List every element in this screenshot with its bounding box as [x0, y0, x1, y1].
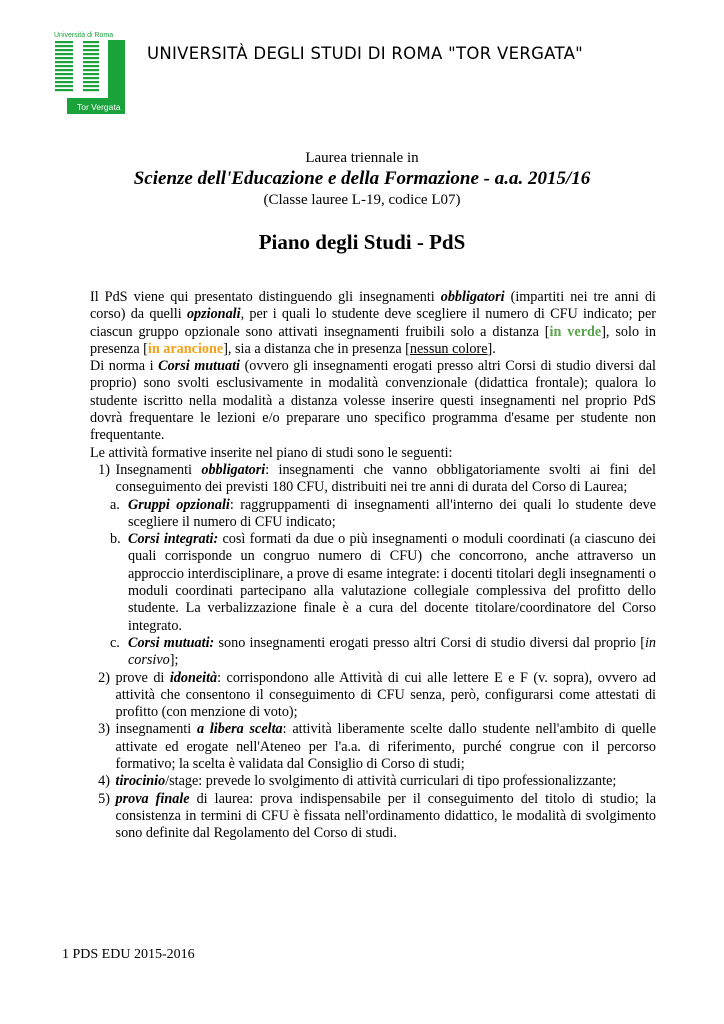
university-logo [53, 30, 127, 114]
sub-item [110, 635, 656, 670]
emph: Corsi mutuati: [128, 634, 215, 651]
university-name: UNIVERSITÀ DEGLI STUDI DI ROMA "TOR VERGATA" [147, 44, 584, 63]
logo-bottom-text: Tor Vergata [77, 102, 121, 112]
text: ]; [169, 652, 179, 669]
emph-opzionali: opzionali [186, 306, 241, 323]
list-item [90, 773, 656, 790]
emph: a libera scelta [196, 721, 283, 738]
text: : attività liberamente scelte dallo studente nell'ambito di quelle attivate ed erogate nell'Ateneo per l'a.a. di riferimento, purché congrue con il percorso formativo; la scelta è validata dal Consiglio di Corso di studi; [115, 721, 657, 773]
text: : raggruppamenti di insegnamenti all'interno dei quali lo studente deve scegliere il numero di CFU indicato; [128, 496, 656, 530]
page-title: Piano degli Studi - PdS [258, 230, 466, 254]
emph: idoneità [169, 669, 218, 686]
list-item [90, 791, 656, 843]
emph: Gruppi opzionali [128, 496, 230, 513]
legend-green: in verde [549, 323, 602, 340]
logo-top-text: Università di Roma [54, 32, 114, 39]
text: : corrispondono alle Attività di cui alle lettere E e F (v. sopra), ovvero ad attività che consentono il conseguimento di CFU senza, però, configurarsi come attestati di profitto (con menzione di voto); [115, 669, 656, 721]
item-number: 3) [98, 721, 110, 738]
text: ], sia a distanza che in presenza [ [223, 340, 410, 357]
text: di laurea: prova indispensabile per il conseguimento del titolo di studio; la consistenza in termini di CFU è fissata nell'ordinamento didattico, le modalità di svolgimento sono definite dal Regolamento del Corso di studi. [115, 790, 656, 842]
sub-item [110, 497, 656, 532]
text: insegnamenti [115, 721, 197, 738]
emph: prova finale [115, 790, 190, 807]
item-number: 1) [98, 461, 110, 478]
text: così formati da due o più insegnamenti o moduli coordinati (a ciascuno dei quali corrisponde un congruo numero di CFU) che concorrono, anche attraverso un approccio interdisciplinare, a prove di esame integrate: i docenti titolari degli insegnamenti o moduli coordinati partecipano alla valutazione collegiale complessiva del profitto dello studente. La verbalizzazione finale è a cura del docente titolare/coordinatore del Corso integrato. [128, 531, 656, 634]
item-letter: c. [110, 634, 120, 651]
list-item [90, 721, 656, 773]
text: : insegnamenti che vanno obbligatoriamente svolti ai fini del conseguimento dei previsti 180 CFU, distribuiti nei tre anni di durata del Corso di Laurea; [115, 461, 656, 496]
item-number: 4) [98, 773, 110, 790]
legend-orange: in arancione [147, 340, 224, 357]
degree-title: Scienze dell'Educazione e della Formazione - a.a. 2015/16 [133, 168, 591, 189]
mutuati-paragraph [90, 358, 656, 444]
text: sono insegnamenti erogati presso altri Corsi di studio diversi dal proprio [ [214, 634, 645, 651]
emph: obbligatori [201, 461, 266, 478]
text: /stage: prevede lo svolgimento di attività curriculari di tipo professionalizzante; [165, 773, 617, 790]
emph: tirocinio [115, 773, 166, 790]
item-number: 5) [98, 790, 110, 807]
intro-paragraph [90, 289, 656, 358]
emph-obbligatori: obbligatori [440, 289, 505, 305]
list-item [90, 670, 656, 722]
text: Il PdS viene qui presentato distinguendo gli insegnamenti [90, 289, 441, 305]
page-footer: 1 PDS EDU 2015-2016 [62, 947, 195, 962]
document-body [90, 289, 656, 843]
text: Di norma i [90, 358, 159, 375]
item-number: 2) [98, 669, 110, 686]
text: , per i quali lo studente deve scegliere il numero di CFU indicato; per ciascun gruppo opzionale sono attivati insegnamenti fruibili solo a distanza [ [90, 306, 656, 340]
degree-class: (Classe lauree L-19, codice L07) [263, 192, 461, 208]
list-item [90, 462, 656, 670]
degree-label: Laurea triennale in [305, 150, 419, 166]
text: ]. [487, 340, 496, 357]
item-letter: a. [110, 496, 120, 513]
item-letter: b. [110, 531, 121, 548]
text: prove di [115, 669, 170, 686]
emph: Corsi integrati: [128, 531, 219, 548]
activities-list [90, 462, 656, 843]
text: Insegnamenti [115, 461, 202, 478]
list-intro: Le attività formative inserite nel piano di studi sono le seguenti: [90, 444, 453, 461]
emph-corsi-mutuati: Corsi mutuati [158, 358, 240, 375]
text: (ovvero gli insegnamenti erogati presso altri Corsi di studio diversi dal proprio) sono svolti esclusivamente in modalità convenzionale (didattica frontale); qualora lo studente iscritto nella modalità a distanza volesse inserire questi insegnamenti nel proprio PdS dovrà frequentare le lezioni e/o preparare uno specifico programma d'esame per studente non frequentante. [90, 358, 657, 444]
text: (impartiti nei tre anni di corso) da quelli [90, 289, 657, 323]
sub-item [110, 531, 656, 635]
legend-none: nessun colore [409, 340, 488, 357]
italic-text: in corsivo [128, 634, 656, 669]
text: ], solo in presenza [ [90, 323, 656, 357]
